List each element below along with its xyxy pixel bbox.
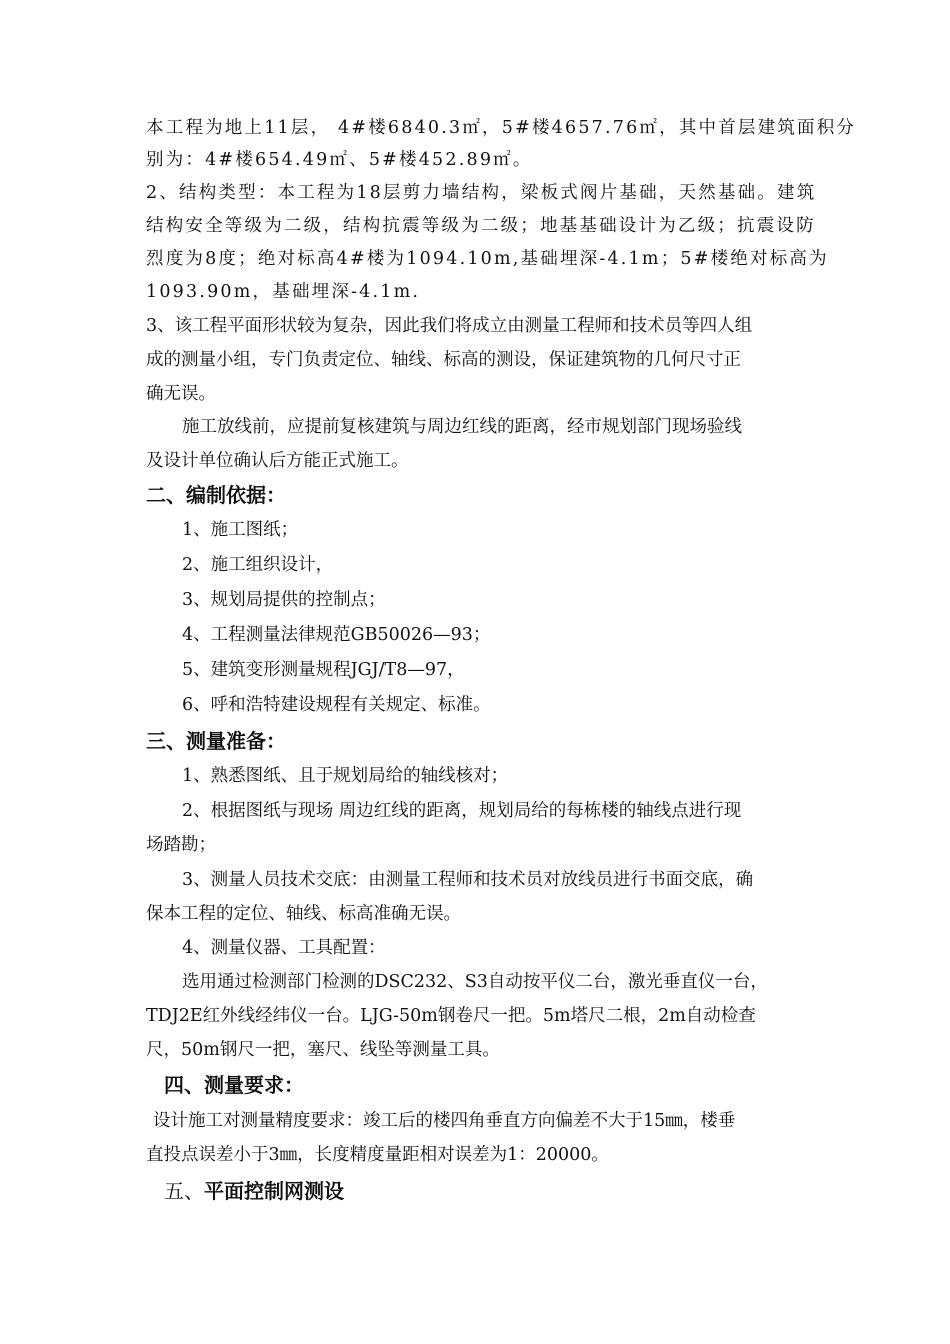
sec3-line-6: 4、测量仪器、工具配置： (182, 938, 386, 958)
section-5-title: 平面控制网测设 (204, 1179, 344, 1203)
intro-line-7: 3、该工程平面形状较为复杂，因此我们将成立由测量工程师和技术员等四人组 (146, 316, 753, 336)
section-5-number: 五、 (164, 1179, 204, 1203)
sec2-item-5: 5、建筑变形测量规程JGJ/T8—97， (182, 660, 465, 680)
intro-line-9: 确无误。 (146, 384, 216, 404)
sec2-item-3: 3、规划局提供的控制点； (182, 590, 386, 610)
sec3-line-1: 1、熟悉图纸、且于规划局给的轴线核对； (182, 766, 509, 786)
intro-line-11: 及设计单位确认后方能正式施工。 (146, 451, 409, 471)
intro-line-4: 结构安全等级为二级，结构抗震等级为二级；地基基础设计为乙级；抗震设防 (146, 216, 816, 236)
intro-line-10: 施工放线前，应提前复核建筑与周边红线的距离，经市规划部门现场验线 (182, 417, 742, 437)
sec2-item-1: 1、施工图纸； (182, 520, 299, 540)
sec2-item-6: 6、呼和浩特建设规程有关规定、标准。 (182, 695, 491, 715)
section-3-heading: 三、测量准备： (146, 729, 286, 753)
intro-line-2: 别为：4#楼654.49㎡、5#楼452.89㎡。 (146, 150, 533, 170)
sec2-item-2: 2、施工组织设计， (182, 555, 334, 575)
intro-line-8: 成的测量小组，专门负责定位、轴线、标高的测设，保证建筑物的几何尺寸正 (146, 350, 741, 370)
sec3-line-5: 保本工程的定位、轴线、标高准确无误。 (146, 904, 461, 924)
sec3-line-8: TDJ2E红外线经纬仪一台。LJG-50m钢卷尺一把。5m塔尺二根，2m自动检查 (146, 1006, 756, 1026)
sec3-line-9: 尺，50m钢尺一把，塞尺、线坠等测量工具。 (146, 1040, 500, 1060)
sec3-line-3: 场踏勘； (146, 835, 216, 855)
section-4-heading: 四、测量要求： (164, 1073, 304, 1097)
sec3-line-7: 选用通过检测部门检测的DSC232、S3自动按平仪二台，激光垂直仪一台， (182, 972, 768, 992)
intro-line-1: 本工程为地上11层， 4#楼6840.3㎡，5#楼4657.76㎡，其中首层建筑面积分 (146, 118, 857, 138)
sec2-item-4: 4、工程测量法律规范GB50026—93； (182, 625, 491, 645)
intro-line-6: 1093.90m，基础埋深-4.1m. (146, 282, 421, 302)
intro-line-3: 2、结构类型：本工程为18层剪力墙结构，梁板式阀片基础，天然基础。建筑 (146, 183, 817, 203)
sec4-line-2: 直投点误差小于3㎜，长度精度量距相对误差为1：20000。 (146, 1145, 609, 1165)
sec4-line-1: 设计施工对测量精度要求：竣工后的楼四角垂直方向偏差不大于15㎜，楼垂 (153, 1111, 736, 1131)
section-2-heading: 二、编制依据： (146, 483, 286, 507)
sec3-line-4: 3、测量人员技术交底：由测量工程师和技术员对放线员进行书面交底，确 (182, 870, 754, 890)
sec3-line-2: 2、根据图纸与现场 周边红线的距离，规划局给的每栋楼的轴线点进行现 (182, 801, 742, 821)
intro-line-5: 烈度为8度；绝对标高4#楼为1094.10m,基础埋深-4.1m；5#楼绝对标高为 (146, 249, 829, 269)
section-5-heading (164, 1179, 344, 1203)
